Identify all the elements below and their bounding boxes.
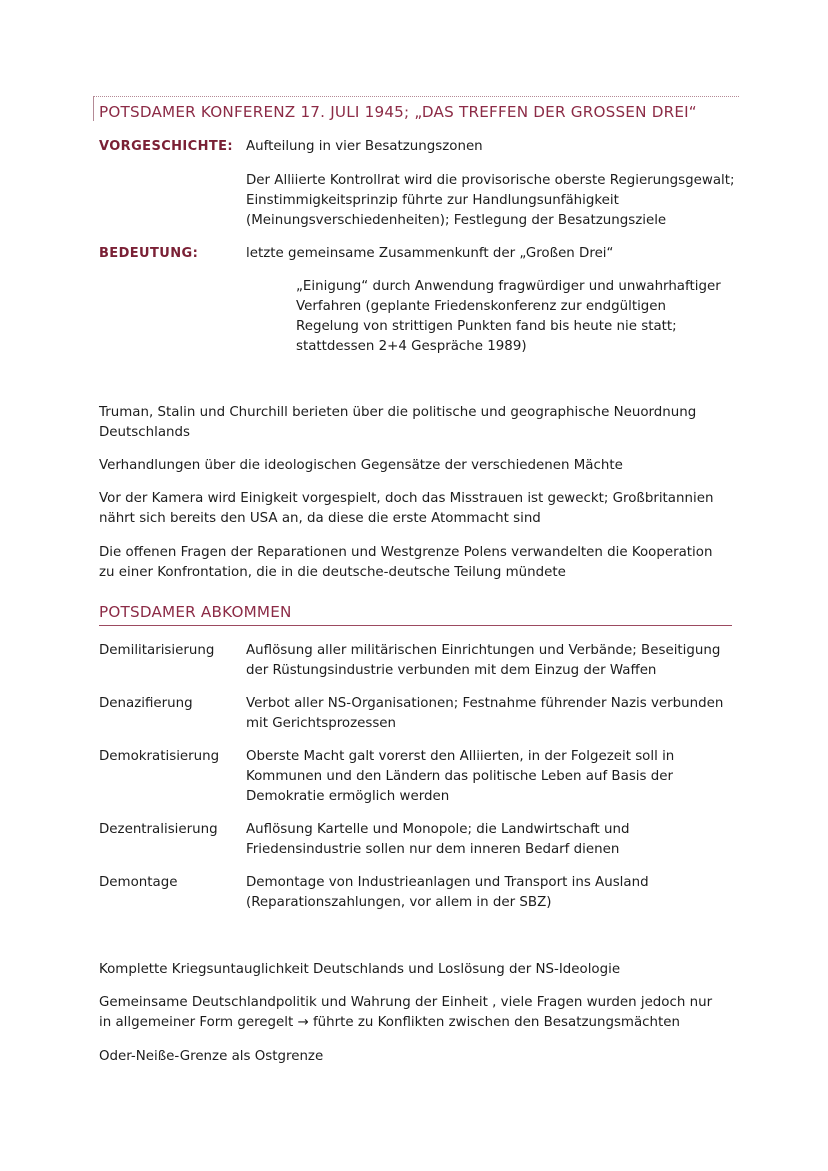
vorgeschichte-text-1: Aufteilung in vier Besatzungszonen xyxy=(246,139,483,154)
conclusion-3: Oder-Neiße-Grenze als Ostgrenze xyxy=(99,1049,324,1064)
bedeutung-label: BEDEUTUNG: xyxy=(99,246,199,261)
term-dezentralisierung: Dezentralisierung xyxy=(99,822,218,837)
vorgeschichte-label: VORGESCHICHTE: xyxy=(99,139,234,154)
term-demokratisierung: Demokratisierung xyxy=(99,749,220,764)
definition-denazifierung: Verbot aller NS-Organisationen; Festnahme führender Nazis verbunden mit Gerichtsprozessen xyxy=(246,696,724,731)
page-title: POTSDAMER KONFERENZ 17. JULI 1945; „DAS TREFFEN DER GROSSEN DREI“ xyxy=(99,103,697,121)
bedeutung-text-1: letzte gemeinsame Zusammenkunft der „Großen Drei“ xyxy=(246,246,614,261)
definition-demontage: Demontage von Industrieanlagen und Transport ins Ausland (Reparationszahlungen, vor allem in der SBZ) xyxy=(246,875,649,910)
term-demilitarisierung: Demilitarisierung xyxy=(99,643,215,658)
term-demontage: Demontage xyxy=(99,875,178,890)
paragraph-3: Vor der Kamera wird Einigkeit vorgespielt, doch das Misstrauen ist geweckt; Großbritannien nährt sich bereits den USA an, da diese die erste Atommacht sind xyxy=(99,491,714,526)
vorgeschichte-text-2: Der Alliierte Kontrollrat wird die provisorische oberste Regierungsgewalt; Einstimmigkeitsprinzip führte zur Handlungsunfähigkeit (Meinungsverschiedenheiten); Festlegung der Besatzungsziele xyxy=(246,173,735,228)
conclusion-2: Gemeinsame Deutschlandpolitik und Wahrung der Einheit , viele Fragen wurden jedoch nur in allgemeiner Form geregelt → führte zu Konflikten zwischen den Besatzungsmächten xyxy=(99,995,713,1030)
title-frame xyxy=(93,96,739,121)
conclusion-1: Komplette Kriegsuntauglichkeit Deutschlands und Loslösung der NS-Ideologie xyxy=(99,962,621,977)
definition-dezentralisierung: Auflösung Kartelle und Monopole; die Landwirtschaft und Friedensindustrie sollen nur dem inneren Bedarf dienen xyxy=(246,822,630,857)
abkommen-heading: POTSDAMER ABKOMMEN xyxy=(99,603,732,626)
paragraph-1: Truman, Stalin und Churchill berieten über die politische und geographische Neuordnung Deutschlands xyxy=(99,405,697,440)
bedeutung-text-2: „Einigung“ durch Anwendung fragwürdiger und unwahrhaftiger Verfahren (geplante Friedenskonferenz zur endgültigen Regelung von strittigen Punkten fand bis heute nie statt; stattdessen 2+4 Gespräche 1989) xyxy=(296,279,721,354)
definition-demilitarisierung: Auflösung aller militärischen Einrichtungen und Verbände; Beseitigung der Rüstungsindustrie verbunden mit dem Einzug der Waffen xyxy=(246,643,721,678)
paragraph-4: Die offenen Fragen der Reparationen und Westgrenze Polens verwandelten die Kooperation zu einer Konfrontation, die in die deutsche-deutsche Teilung mündete xyxy=(99,545,713,580)
definition-demokratisierung: Oberste Macht galt vorerst den Alliierten, in der Folgezeit soll in Kommunen und den Ländern das politische Leben auf Basis der Demokratie ermöglich werden xyxy=(246,749,675,804)
term-denazifierung: Denazifierung xyxy=(99,696,193,711)
paragraph-2: Verhandlungen über die ideologischen Gegensätze der verschiedenen Mächte xyxy=(99,458,623,473)
